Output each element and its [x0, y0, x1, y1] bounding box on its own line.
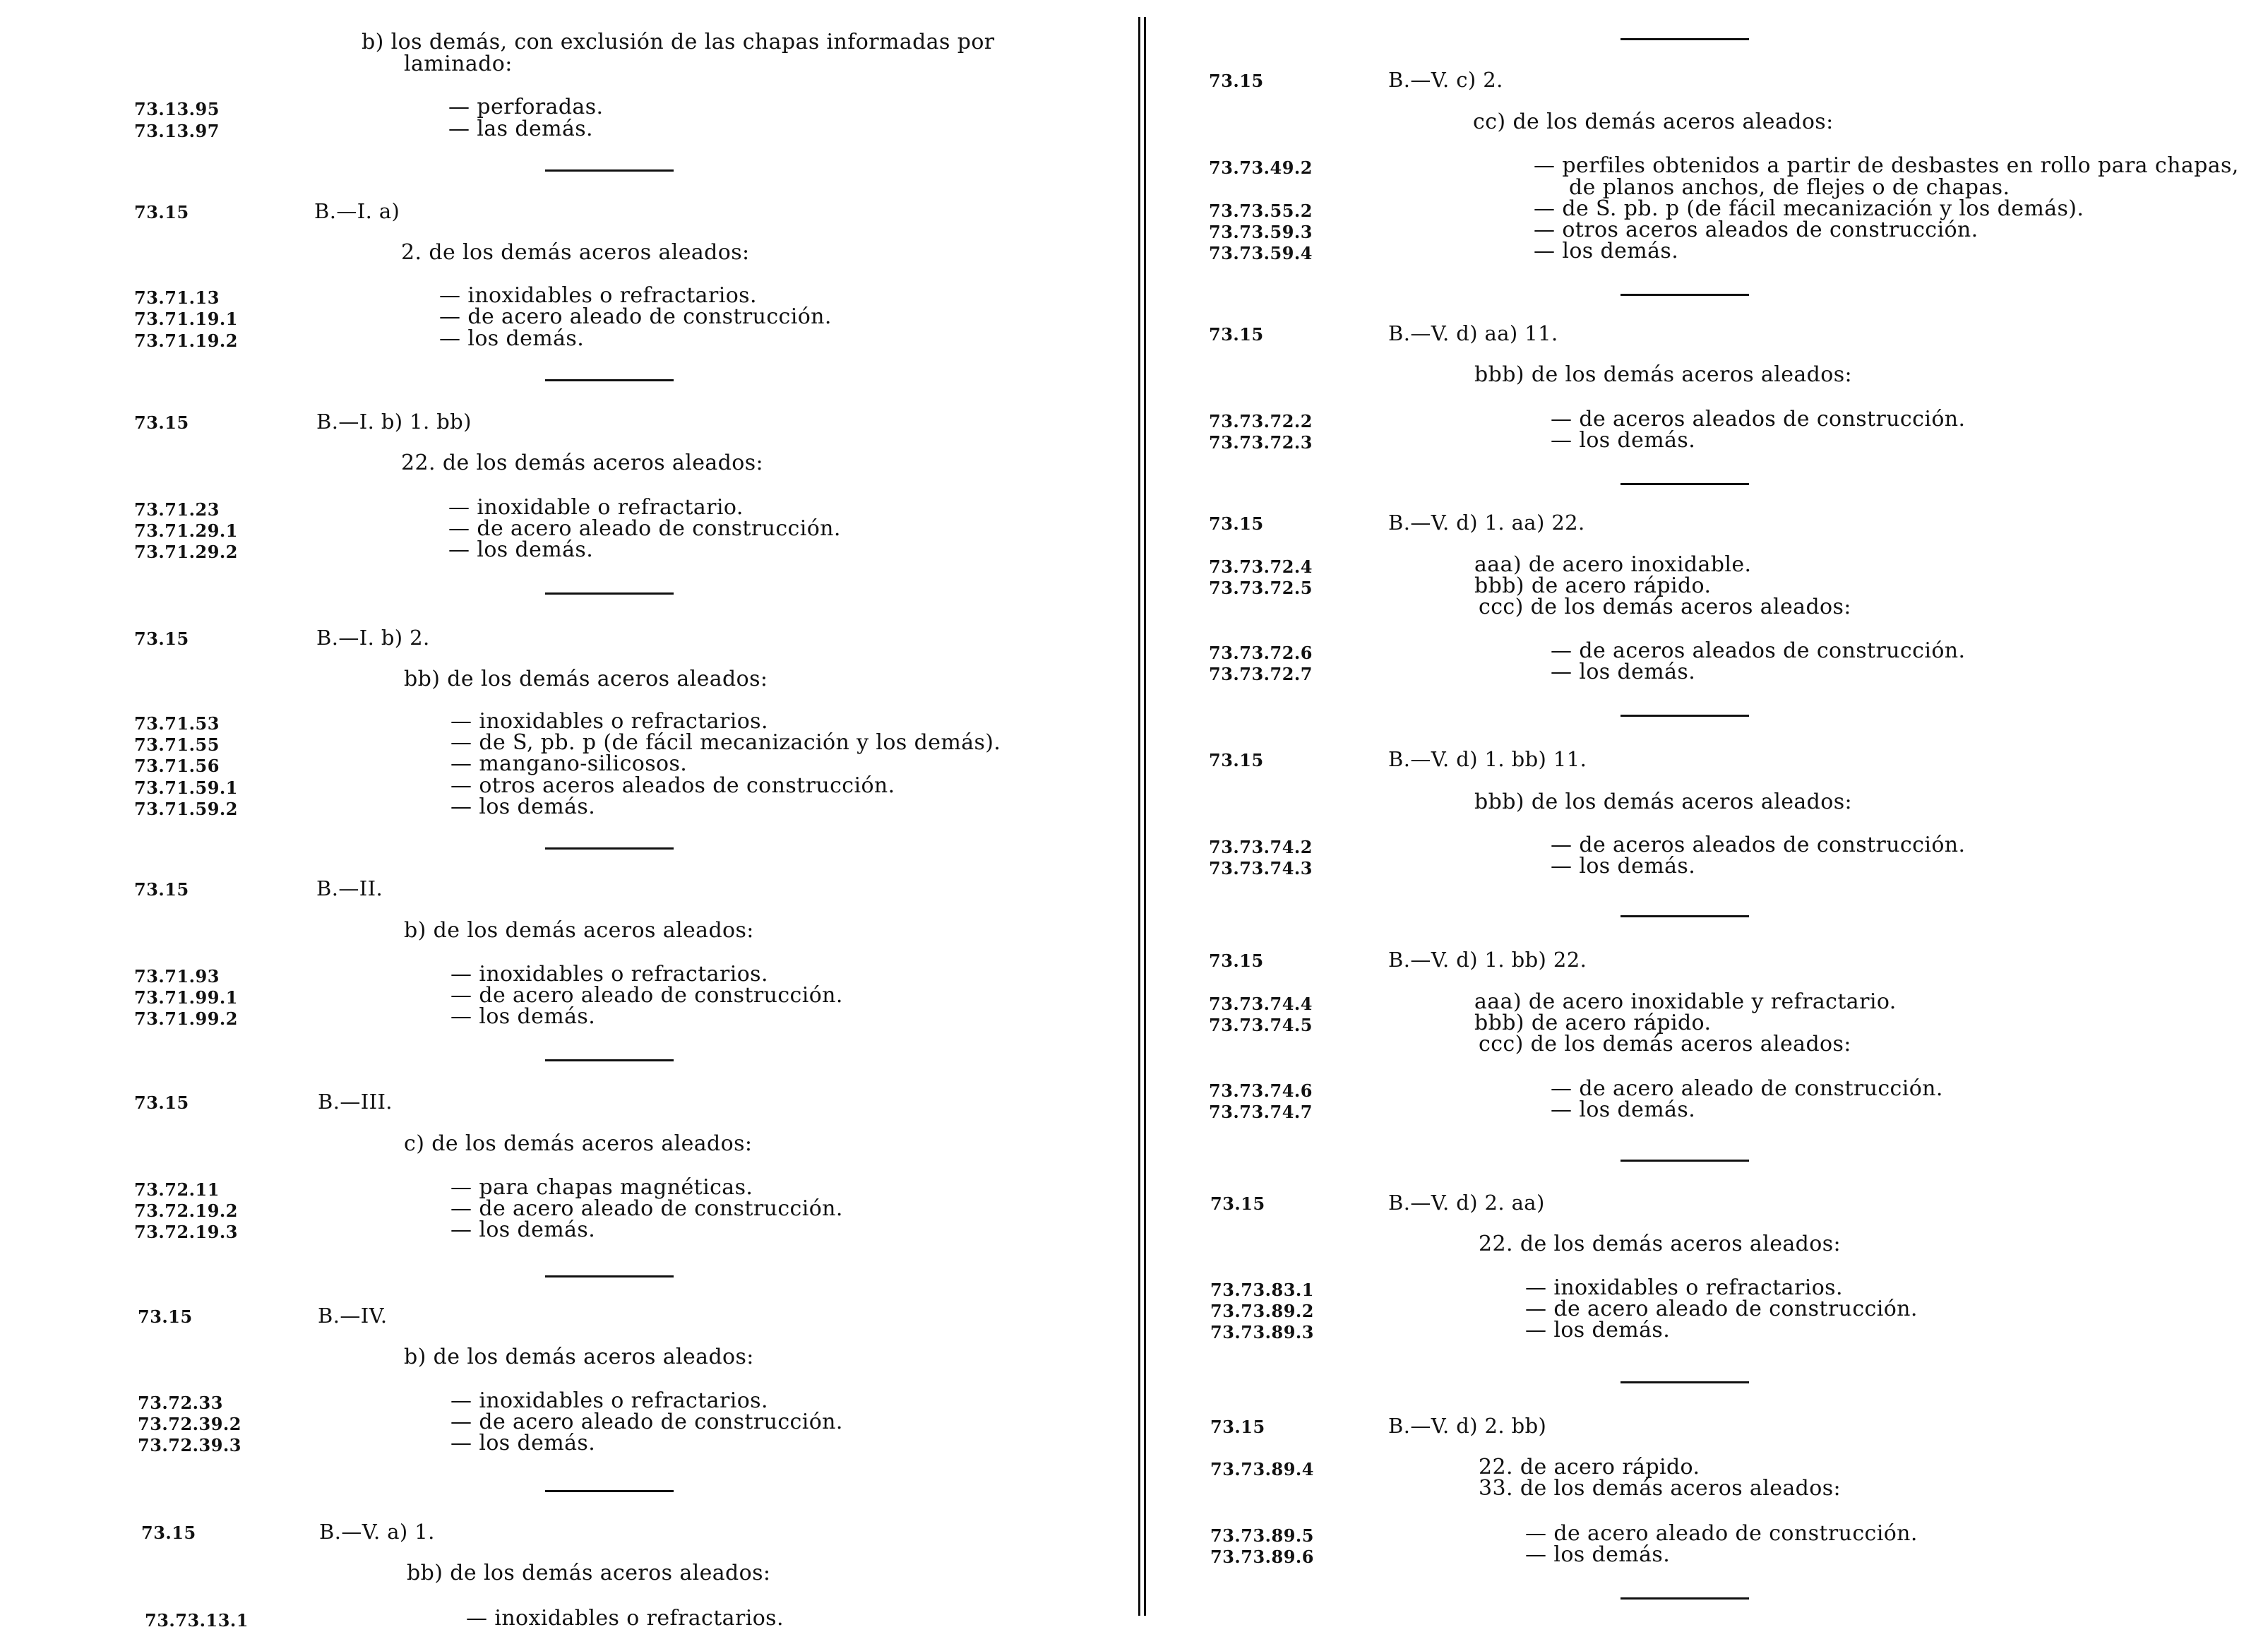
- text-line: — de acero aleado de construcción.: [450, 983, 843, 1008]
- section-heading: B.—IV.: [318, 1304, 388, 1328]
- tariff-code: 73.71.13: [134, 287, 220, 308]
- tariff-code: 73.13.95: [134, 99, 220, 119]
- text-line: — los demás.: [1551, 854, 1696, 878]
- text-line: aaa) de acero inoxidable.: [1474, 552, 1752, 577]
- tariff-code: 73.73.55.2: [1209, 201, 1313, 221]
- tariff-code: 73.73.72.7: [1209, 664, 1313, 684]
- text-line: b) los demás, con exclusión de las chapas informadas por laminado:: [362, 30, 995, 76]
- tariff-code: 73.13.97: [134, 121, 220, 141]
- text-line: 22. de acero rápido.: [1479, 1455, 1700, 1479]
- text-line: aaa) de acero inoxidable y refractario.: [1474, 989, 1897, 1014]
- text-line: — de aceros aleados de construcción.: [1551, 833, 1966, 857]
- text-line: — inoxidables o refractarios.: [450, 709, 768, 734]
- tariff-code: 73.71.29.1: [134, 520, 238, 541]
- tariff-code: 73.15: [1209, 71, 1264, 91]
- tariff-code: 73.72.11: [134, 1179, 220, 1200]
- tariff-code: 73.73.74.2: [1209, 837, 1313, 857]
- text-line: — de aceros aleados de construcción.: [1551, 638, 1966, 663]
- text-line: b) de los demás aceros aleados:: [404, 1345, 754, 1369]
- tariff-code: 73.71.99.1: [134, 987, 238, 1008]
- text-line: — los demás.: [1534, 239, 1679, 263]
- text-line: cc) de los demás aceros aleados:: [1473, 109, 1834, 134]
- tariff-code: 73.71.19.1: [134, 309, 238, 329]
- tariff-code: 73.73.74.6: [1209, 1080, 1313, 1101]
- tariff-code: 73.73.89.5: [1210, 1525, 1314, 1546]
- text-line: bb) de los demás aceros aleados:: [404, 667, 768, 691]
- text-line: — inoxidables o refractarios.: [439, 283, 757, 308]
- tariff-code: 73.15: [1209, 750, 1264, 770]
- tariff-code: 73.73.59.4: [1209, 243, 1313, 263]
- text-line: 22. de los demás aceros aleados:: [401, 451, 764, 475]
- text-line: 22. de los demás aceros aleados:: [1479, 1232, 1842, 1256]
- tariff-code: 73.15: [134, 1092, 189, 1113]
- tariff-code: 73.71.23: [134, 499, 220, 520]
- text-line: bbb) de los demás aceros aleados:: [1474, 790, 1853, 814]
- text-line: c) de los demás aceros aleados:: [404, 1131, 753, 1156]
- tariff-code: 73.71.55: [134, 734, 220, 755]
- text-line: — los demás.: [1525, 1318, 1671, 1342]
- text-line: — de acero aleado de construcción.: [1525, 1297, 1918, 1321]
- text-line: — de acero aleado de construcción.: [450, 1410, 843, 1434]
- text-line: — los demás.: [450, 1217, 596, 1242]
- tariff-code: 73.15: [134, 202, 189, 222]
- text-line: b) de los demás aceros aleados:: [404, 918, 754, 943]
- section-heading: B.—V. d) 1. aa) 22.: [1388, 511, 1585, 535]
- section-heading: B.—V. d) aa) 11.: [1388, 321, 1558, 345]
- tariff-code: 73.73.89.6: [1210, 1547, 1314, 1567]
- tariff-code: 73.72.39.2: [138, 1414, 241, 1434]
- text-line: bbb) de los demás aceros aleados:: [1474, 362, 1853, 387]
- text-line: — inoxidables o refractarios.: [466, 1606, 784, 1631]
- text-line: — las demás.: [448, 117, 593, 141]
- text-line: — inoxidables o refractarios.: [1525, 1275, 1843, 1300]
- separator-rule: [1621, 294, 1749, 296]
- text-line: — de S, pb. p (de fácil mecanización y los demás).: [450, 730, 1001, 755]
- text-line: — los demás.: [1551, 428, 1696, 453]
- separator-rule: [1621, 915, 1749, 917]
- tariff-code: 73.15: [1210, 1417, 1265, 1437]
- text-line: — inoxidable o refractario.: [448, 495, 744, 520]
- tariff-code: 73.15: [134, 412, 189, 433]
- separator-rule: [545, 379, 674, 381]
- tariff-code: 73.15: [1209, 513, 1264, 534]
- text-line: — mangano-silicosos.: [450, 751, 688, 776]
- tariff-code: 73.73.74.3: [1209, 858, 1313, 878]
- tariff-code: 73.73.72.6: [1209, 643, 1313, 663]
- tariff-code: 73.71.59.2: [134, 799, 238, 819]
- tariff-code: 73.71.99.2: [134, 1008, 238, 1029]
- text-line: — los demás.: [450, 1004, 596, 1029]
- tariff-code: 73.15: [138, 1306, 193, 1327]
- tariff-code: 73.15: [134, 879, 189, 900]
- section-heading: B.—I. b) 2.: [316, 626, 430, 650]
- separator-rule: [1621, 1381, 1749, 1383]
- tariff-code: 73.72.19.2: [134, 1201, 238, 1221]
- tariff-code: 73.73.89.4: [1210, 1459, 1314, 1479]
- text-line: — inoxidables o refractarios.: [450, 1388, 768, 1413]
- text-line: 2. de los demás aceros aleados:: [401, 240, 750, 265]
- tariff-code: 73.72.33: [138, 1393, 223, 1413]
- text-line: — otros aceros aleados de construcción.: [1534, 218, 1978, 242]
- tariff-code: 73.73.89.3: [1210, 1322, 1314, 1342]
- tariff-code: 73.72.19.3: [134, 1222, 238, 1242]
- separator-rule: [545, 1059, 674, 1061]
- tariff-code: 73.71.93: [134, 966, 220, 987]
- tariff-code: 73.15: [1209, 324, 1264, 345]
- tariff-code: 73.73.89.2: [1210, 1301, 1314, 1321]
- separator-rule: [545, 1275, 674, 1277]
- section-heading: B.—V. d) 1. bb) 11.: [1388, 747, 1587, 771]
- text-line: — de acero aleado de construcción.: [448, 516, 841, 541]
- column-divider: [1138, 17, 1140, 1616]
- text-line: — los demás.: [448, 537, 594, 562]
- text-line: — de acero aleado de construcción.: [450, 1196, 843, 1221]
- section-heading: B.—I. b) 1. bb): [316, 410, 472, 434]
- text-line: — de acero aleado de construcción.: [439, 304, 832, 329]
- text-line: — los demás.: [1525, 1542, 1671, 1567]
- text-line: bbb) de acero rápido.: [1474, 573, 1712, 598]
- right-column: [1150, 0, 2268, 1644]
- text-line: bb) de los demás aceros aleados:: [407, 1561, 771, 1585]
- section-heading: B.—I. a): [314, 199, 400, 223]
- tariff-code: 73.15: [1209, 951, 1264, 971]
- tariff-code: 73.15: [141, 1523, 196, 1543]
- section-heading: B.—V. c) 2.: [1388, 68, 1503, 92]
- text-line: — perforadas.: [448, 95, 604, 119]
- text-line: ccc) de los demás aceros aleados:: [1479, 595, 1851, 619]
- tariff-code: 73.73.72.4: [1209, 556, 1313, 577]
- tariff-code: 73.73.49.2: [1209, 157, 1313, 178]
- section-heading: B.—V. a) 1.: [319, 1520, 435, 1544]
- separator-rule: [1621, 38, 1749, 40]
- separator-rule: [545, 1490, 674, 1492]
- section-heading: B.—V. d) 2. bb): [1388, 1414, 1547, 1438]
- text-line: — los demás.: [439, 326, 585, 351]
- tariff-code: 73.73.72.5: [1209, 578, 1313, 598]
- tariff-code: 73.73.72.2: [1209, 411, 1313, 431]
- separator-rule: [1621, 1597, 1749, 1600]
- section-heading: B.—V. d) 2. aa): [1388, 1191, 1545, 1215]
- section-heading: B.—II.: [316, 876, 383, 900]
- text-line: — de acero aleado de construcción.: [1525, 1521, 1918, 1546]
- tariff-code: 73.73.72.3: [1209, 432, 1313, 453]
- tariff-code: 73.71.56: [134, 756, 220, 776]
- section-heading: B.—III.: [318, 1090, 393, 1114]
- tariff-code: 73.73.74.5: [1209, 1015, 1313, 1035]
- tariff-code: 73.71.53: [134, 713, 220, 734]
- tariff-code: 73.73.59.3: [1209, 222, 1313, 242]
- separator-rule: [545, 169, 674, 172]
- text-line: — de S. pb. p (de fácil mecanización y los demás).: [1534, 196, 2084, 221]
- tariff-code: 73.73.83.1: [1210, 1280, 1314, 1300]
- separator-rule: [1621, 483, 1749, 485]
- text-line: — para chapas magnéticas.: [450, 1175, 753, 1200]
- tariff-code: 73.73.13.1: [145, 1610, 249, 1631]
- tariff-code: 73.15: [134, 629, 189, 649]
- tariff-code: 73.71.19.2: [134, 330, 238, 351]
- text-line: — inoxidables o refractarios.: [450, 962, 768, 987]
- tariff-code: 73.15: [1210, 1193, 1265, 1214]
- separator-rule: [1621, 1160, 1749, 1162]
- separator-rule: [1621, 715, 1749, 717]
- text-line: — perfiles obtenidos a partir de desbastes en rollo para chapas, de planos anchos, de flejes o de chapas.: [1534, 153, 2239, 200]
- text-line: — de acero aleado de construcción.: [1551, 1076, 1943, 1101]
- tariff-code: 73.71.59.1: [134, 778, 238, 798]
- separator-rule: [545, 847, 674, 850]
- section-heading: B.—V. d) 1. bb) 22.: [1388, 948, 1587, 972]
- text-line: 33. de los demás aceros aleados:: [1479, 1476, 1842, 1501]
- text-line: — los demás.: [1551, 660, 1696, 684]
- text-line: bbb) de acero rápido.: [1474, 1011, 1712, 1035]
- text-line: — otros aceros aleados de construcción.: [450, 773, 895, 798]
- tariff-code: 73.73.74.7: [1209, 1102, 1313, 1122]
- column-divider: [1144, 17, 1146, 1616]
- separator-rule: [545, 592, 674, 595]
- tariff-code: 73.71.29.2: [134, 542, 238, 562]
- text-line: — los demás.: [450, 1431, 596, 1455]
- tariff-code: 73.73.74.4: [1209, 994, 1313, 1014]
- text-line: — los demás.: [1551, 1097, 1696, 1122]
- text-line: — de aceros aleados de construcción.: [1551, 407, 1966, 431]
- tariff-code: 73.72.39.3: [138, 1435, 241, 1455]
- text-line: — los demás.: [450, 794, 596, 819]
- text-line: ccc) de los demás aceros aleados:: [1479, 1032, 1851, 1056]
